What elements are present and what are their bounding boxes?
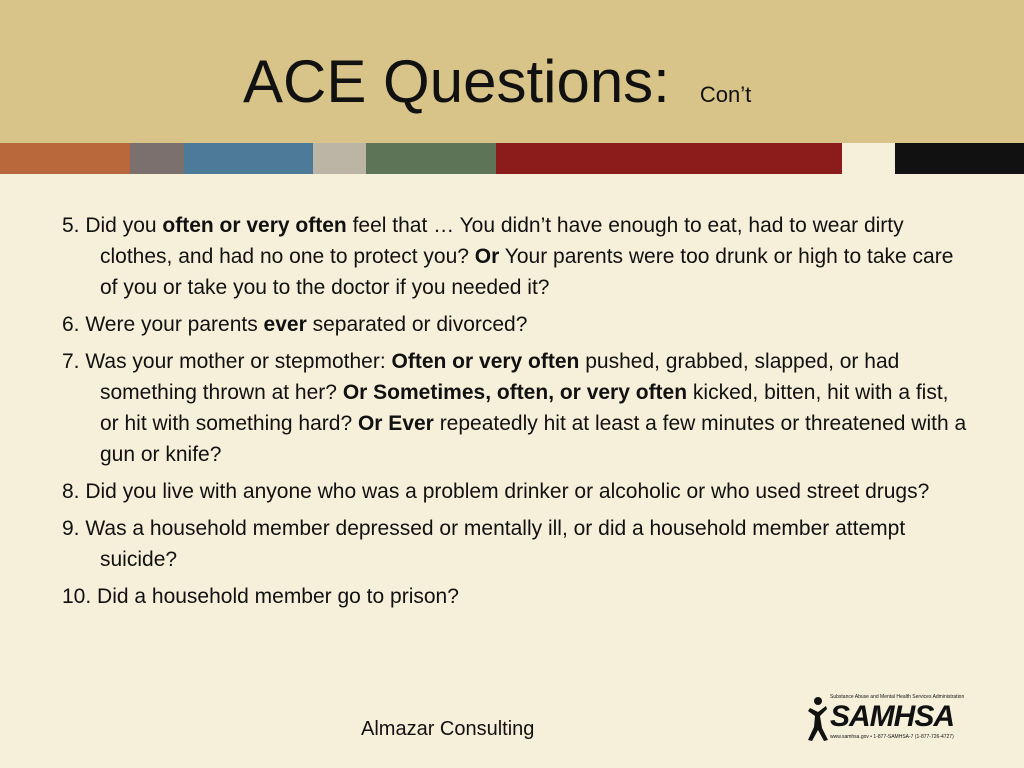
- question-text: feel that … You didn’t have enough to eat, had to wear dirty clothes, and had no one to protect you?: [100, 214, 904, 268]
- stripe-orange: [0, 143, 130, 174]
- question-item: [62, 581, 972, 612]
- question-text: 10. Did a household member go to prison?: [62, 585, 459, 608]
- logo-agency-name: Substance Abuse and Mental Health Services Administration: [830, 694, 965, 700]
- stripe-gray: [130, 143, 184, 174]
- question-item: [62, 309, 972, 340]
- question-emphasis: Often or very often: [391, 350, 580, 373]
- question-emphasis: Or: [474, 245, 500, 268]
- stripe-blue: [184, 143, 313, 174]
- slide-subtitle: Con’t: [699, 82, 752, 107]
- question-text: 8. Did you live with anyone who was a problem drinker or alcoholic or who used street drugs?: [62, 480, 930, 503]
- logo-wordmark: SAMHSA: [830, 700, 955, 733]
- person-figure-icon: [806, 694, 830, 744]
- stripe-green: [366, 143, 496, 174]
- stripe-red: [496, 143, 842, 174]
- question-emphasis: ever: [263, 313, 307, 336]
- question-text: repeatedly hit at least a few minutes or threatened with a gun or knife?: [100, 412, 967, 466]
- question-item: [62, 210, 972, 303]
- question-item: [62, 346, 972, 470]
- question-text: kicked, bitten, hit with a fist, or hit with something hard?: [100, 381, 949, 435]
- question-item: [62, 476, 972, 507]
- slide-title: ACE Questions:: [243, 48, 670, 115]
- stripe-cream: [842, 143, 895, 174]
- question-text: pushed, grabbed, slapped, or had something thrown at her?: [100, 350, 900, 404]
- samhsa-logo: [806, 690, 976, 746]
- question-text: 5. Did you: [62, 214, 163, 237]
- header-band: [0, 0, 1024, 143]
- question-emphasis: often or very often: [162, 214, 347, 237]
- question-emphasis: Or Ever: [357, 412, 434, 435]
- logo-contact-line: www.samhsa.gov • 1-877-SAMHSA-7 (1-877-726-4727): [830, 734, 954, 740]
- stripe-light-gray: [313, 143, 366, 174]
- question-text: Your parents were too drunk or high to take care of you or take you to the doctor if you needed it?: [100, 245, 954, 299]
- stripe-black: [895, 143, 1024, 174]
- title-group: [243, 48, 752, 115]
- question-emphasis: Or Sometimes, often, or very often: [342, 381, 688, 404]
- question-text: 7. Was your mother or stepmother:: [62, 350, 392, 373]
- question-item: [62, 513, 972, 575]
- question-text: 6. Were your parents: [62, 313, 264, 336]
- color-stripe-bar: [0, 143, 1024, 174]
- question-list: [62, 210, 972, 618]
- question-text: separated or divorced?: [306, 313, 528, 336]
- footer-text: Almazar Consulting: [361, 718, 535, 740]
- question-text: 9. Was a household member depressed or mentally ill, or did a household member attempt suicide?: [62, 517, 906, 571]
